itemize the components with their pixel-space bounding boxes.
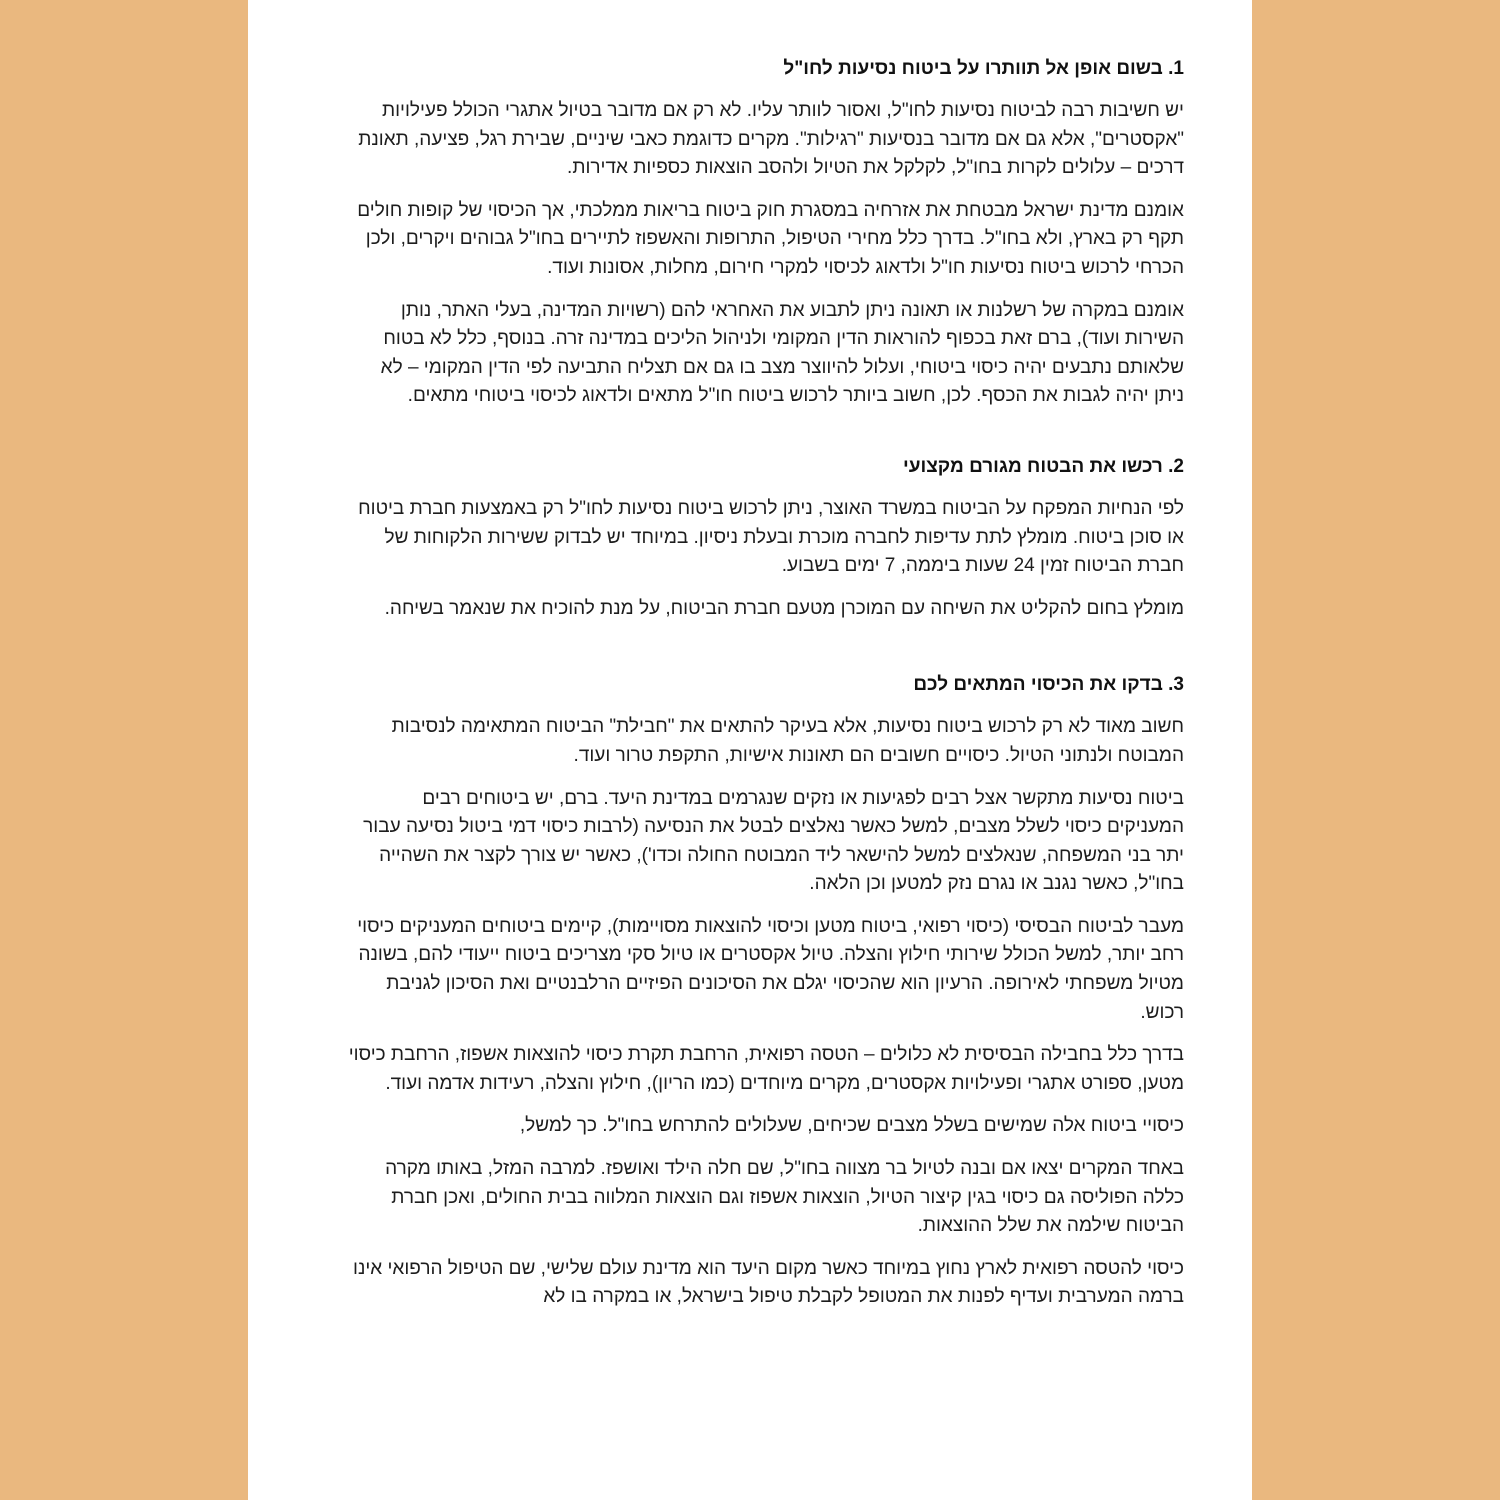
- paragraph: חשוב מאוד לא רק לרכוש ביטוח נסיעות, אלא בעיקר להתאים את "חבילת" הביטוח המתאימה לנסיבות המבוטח ולנתוני הטיול. כיסויים חשובים הם תאונות אישיות, התקפת טרור ועוד.: [391, 716, 1184, 766]
- section-heading: 1. בשום אופן אל תוותרו על ביטוח נסיעות לחו"ל: [783, 58, 1184, 79]
- section-1: [346, 55, 1184, 411]
- section-heading: 3. בדקו את הכיסוי המתאים לכם: [913, 674, 1184, 696]
- paragraph: ביטוח נסיעות מתקשר אצל רבים לפגיעות או נזקים שנגרמים במדינת היעד. ברם, יש ביטוחים רבים המעניקים כיסוי לשלל מצבים, למשל כאשר נאלצים לבטל את הנסיעה (לרבות כיסוי דמי ביטול נסיעה עבור יתר בני המשפחה, שנאלצים למשל להישאר ליד המבוטח החולה וכדו'), כאשר יש צורך לקצר את השהייה בחו"ל, כאשר נגנב או נגרם נזק למטען וכן הלאה.: [363, 787, 1184, 895]
- paragraph: יש חשיבות רבה לביטוח נסיעות לחו"ל, ואסור לוותר עליו. לא רק אם מדובר בטיול אתגרי הכולל פעילויות "אקסטרים", אלא גם אם מדובר בנסיעות "רגילות". מקרים כדוגמת כאבי שיניים, שבירת רגל, פציעה, תאונת דרכים – עלולים לקרות בחו"ל, לקלקל את הטיול ולהסב הוצאות כספיות אדירות.: [358, 100, 1184, 179]
- paragraph: לפי הנחיות המפקח על הביטוח במשרד האוצר, ניתן לרכוש ביטוח נסיעות לחו"ל רק באמצעות חברת ביטוח או סוכן ביטוח. מומלץ לתת עדיפות לחברה מוכרת ובעלת ניסיון. במיוחד יש לבדוק ששירות הלקוחות של חברת הביטוח זמין 24 שעות ביממה, 7 ימים בשבוע.: [358, 497, 1184, 577]
- paragraph: באחד המקרים יצאו אם ובנה לטיול בר מצווה בחו"ל, שם חלה הילד ואושפז. למרבה המזל, באותו מקרה כללה הפוליסה גם כיסוי בגין קיצור הטיול, הוצאות אשפוז וגם הוצאות המלווה בבית החולים, ואכן חברת הביטוח שילמה את שלל ההוצאות.: [385, 1158, 1184, 1237]
- section-3: [346, 671, 1184, 1312]
- paragraph: כיסויי ביטוח אלה שמישים בשלל מצבים שכיחים, שעלולים להתרחש בחו"ל. כך למשל,: [519, 1115, 1184, 1137]
- section-2: [346, 453, 1184, 623]
- document-page: [248, 0, 1252, 1500]
- paragraph: כיסוי להטסה רפואית לארץ נחוץ במיוחד כאשר מקום היעד הוא מדינת עולם שלישי, שם הטיפול הרפואי אינו ברמה המערבית ועדיף לפנות את המטופל לקבלת טיפול בישראל, או במקרה בו לא: [353, 1257, 1184, 1308]
- paragraph: מעבר לביטוח הבסיסי (כיסוי רפואי, ביטוח מטען וכיסוי להוצאות מסויימות), קיימים ביטוחים המעניקים כיסוי רחב יותר, למשל הכולל שירותי חילוץ והצלה. טיול אקסטרים או טיול סקי מצריכים ביטוח ייעודי להם, בשונה מטיול משפחתי לאירופה. הרעיון הוא שהכיסוי יגלם את הסיכונים הפיזיים הרלבנטיים ואת הסיכון לגניבת רכוש.: [357, 915, 1184, 1023]
- paragraph: אומנם במקרה של רשלנות או תאונה ניתן לתבוע את האחראי להם (רשויות המדינה, בעלי האתר, נותן השירות ועוד), ברם זאת בכפוף להוראות הדין המקומי ולניהול הליכים במדינה זרה. בנוסף, כלל לא בטוח שלאותם נתבעים יהיה כיסוי ביטוחי, ועלול להיווצר מצב בו גם אם תצליח התביעה לפי הדין המקומי – לא ניתן יהיה לגבות את הכסף. לכן, חשוב ביותר לרכוש ביטוח חו"ל מתאים ולדאוג לכיסוי ביטוחי מתאים.: [380, 299, 1184, 407]
- paragraph: מומלץ בחום להקליט את השיחה עם המוכרן מטעם חברת הביטוח, על מנת להוכיח את שנאמר בשיחה.: [384, 597, 1184, 619]
- document-body: [346, 55, 1184, 1326]
- paragraph: אומנם מדינת ישראל מבטחת את אזרחיה במסגרת חוק ביטוח בריאות ממלכתי, אך הכיסוי של קופות חולים תקף רק בארץ, ולא בחו"ל. בדרך כלל מחירי הטיפול, התרופות והאשפוז לתיירים בחו"ל גבוהים ויקרים, ולכן הכרחי לרכוש ביטוח נסיעות חו"ל ולדאוג לכיסוי למקרי חירום, מחלות, אסונות ועוד.: [357, 199, 1184, 278]
- section-heading: 2. רכשו את הבטוח מגורם מקצועי: [902, 455, 1184, 477]
- paragraph: בדרך כלל בחבילה הבסיסית לא כלולים – הטסה רפואית, הרחבת תקרת כיסוי להוצאות אשפוז, הרחבת כיסוי מטען, ספורט אתגרי ופעילויות אקסטרים, מקרים מיוחדים (כמו הריון), חילוץ והצלה, רעידות אדמה ועוד.: [348, 1044, 1184, 1094]
